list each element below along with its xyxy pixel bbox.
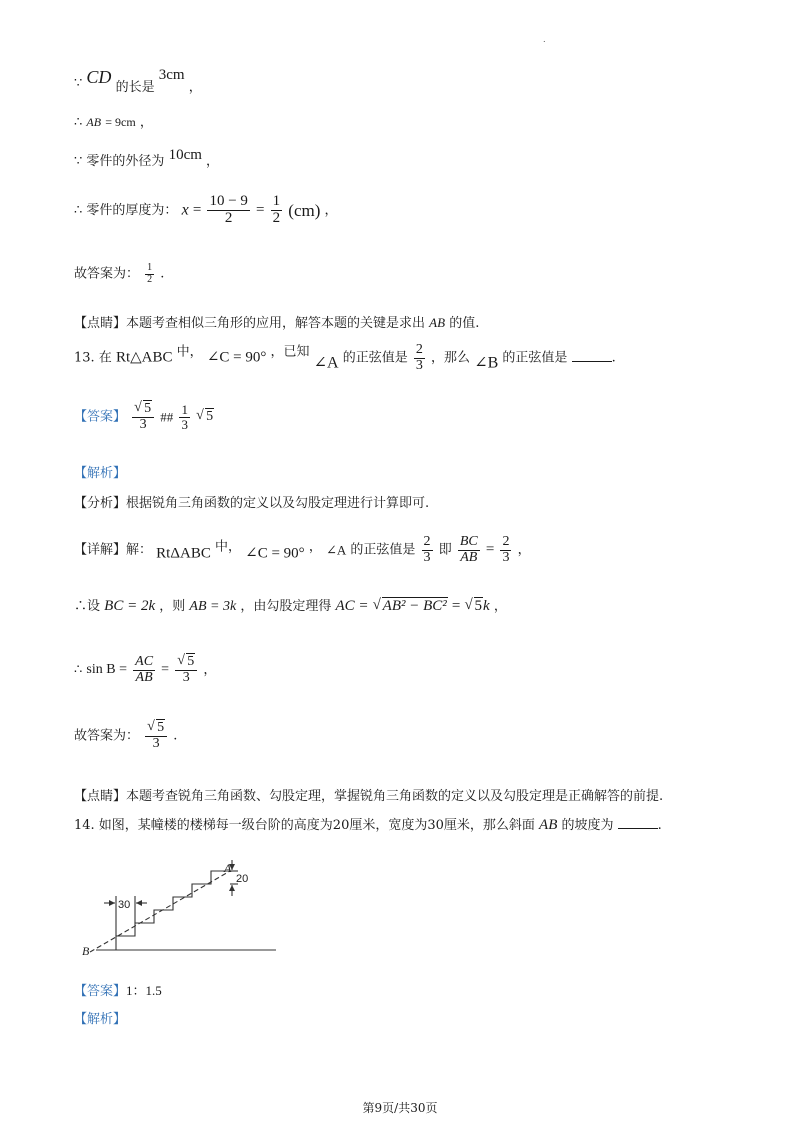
radicand: 5 (206, 409, 214, 425)
punct: . (657, 818, 662, 833)
denominator: AB (135, 669, 153, 685)
punct: ， (188, 80, 202, 95)
numerator: 2 (423, 534, 431, 549)
value: 10cm (168, 147, 202, 163)
segment-ab: AB (429, 315, 446, 330)
point-a-label: A (224, 861, 232, 875)
answer-value: 1：1.5 (126, 983, 162, 998)
text: 中， (214, 539, 241, 555)
line-answer-sqrt5 (74, 721, 177, 751)
equals: = (192, 201, 202, 218)
radicand: 5 (187, 654, 195, 669)
text: 的正弦值是 (342, 350, 408, 366)
text: ，由勾股定理得 (240, 599, 332, 614)
answer-tag: 【答案】 (74, 409, 127, 425)
fraction (145, 263, 154, 285)
line-cd-length (74, 68, 202, 94)
analysis-tag-13: 【解析】 (74, 466, 127, 481)
line-xiangjie-13 (74, 535, 531, 565)
line-ab-value (74, 116, 153, 129)
answer-tag: 【答案】 (74, 984, 127, 999)
denominator: 2 (147, 273, 153, 285)
denominator: AB (460, 549, 478, 565)
answer-blank (618, 828, 658, 829)
xiangjie-tag: 【详解】 (74, 542, 127, 558)
width-label: 30 (118, 899, 131, 911)
line-thickness (74, 194, 338, 227)
text: 故答案为： (74, 266, 140, 282)
corner-dot: . (543, 35, 546, 44)
therefore-symbol: ∴设 (74, 599, 101, 614)
text: 中， (176, 344, 203, 360)
comment-tag: 【点睛】 (74, 789, 127, 804)
analysis-tag-14: 【解析】 (74, 1012, 127, 1027)
fraction (422, 535, 433, 565)
punct: ， (493, 599, 507, 614)
denominator: 2 (224, 209, 233, 226)
fraction (145, 721, 167, 751)
angle-a: ∠A (325, 542, 347, 558)
question-14 (74, 818, 662, 833)
denominator: 3 (502, 549, 510, 565)
text: 零件的厚度为： (86, 202, 178, 218)
sin-expr: sin B = (86, 662, 127, 678)
text: 即 (438, 542, 452, 558)
fraction (175, 655, 197, 685)
fraction (458, 535, 480, 565)
line-comment-12 (74, 316, 479, 330)
text: ，已知 (270, 344, 310, 360)
equals: = (485, 541, 495, 558)
punct: . (173, 728, 178, 744)
denominator: 3 (139, 416, 147, 432)
radical (465, 599, 484, 614)
radicand: 5 (474, 598, 483, 614)
numerator: 2 (502, 534, 510, 549)
numerator: 1 (147, 262, 153, 273)
question-number: 13. 在 (74, 350, 112, 366)
punct: . (611, 350, 616, 366)
therefore-symbol: ∴ (74, 115, 83, 130)
numerator: 1 (272, 193, 281, 209)
variable-x: x (181, 201, 189, 219)
numerator: 2 (415, 342, 423, 357)
value: 3cm (158, 67, 185, 83)
equals: = (161, 662, 170, 678)
text: 零件的外径为 (86, 154, 165, 169)
fraction (500, 535, 511, 565)
text: 的正弦值是 (350, 542, 416, 558)
text: 解： (126, 542, 153, 558)
equals: = (256, 201, 265, 218)
angle-c: ∠C = 90° (245, 545, 305, 562)
because-symbol: ∵ (74, 76, 83, 91)
radicand: AB² − BC² (382, 598, 447, 614)
question-13 (74, 343, 616, 373)
arrowhead (109, 900, 115, 906)
equals: = (451, 598, 461, 614)
fraction (179, 403, 190, 431)
ac-expr: AC = (335, 598, 369, 614)
fenxi-tag: 【分析】 (74, 496, 127, 511)
numerator: AC (135, 654, 154, 669)
comment-tag: 【点睛】 (74, 316, 127, 331)
point-b-label: B (82, 944, 90, 958)
arrowhead (136, 900, 142, 906)
numerator: 10 − 9 (209, 193, 248, 209)
fraction (132, 402, 154, 432)
punct: ， (206, 154, 220, 169)
denominator: 3 (181, 416, 188, 432)
fraction (207, 194, 249, 227)
radicand: 5 (144, 401, 152, 416)
text: ，那么 (431, 350, 471, 366)
numerator: 1 (181, 402, 188, 418)
line-pythagoras (74, 599, 507, 614)
line-outer-diameter (74, 148, 219, 168)
line-sin-b (74, 655, 216, 685)
question-text: 14. 如图，某幢楼的楼梯每一级台阶的高度为20厘米，宽度为30厘米，那么斜面 (74, 818, 535, 833)
denominator: 3 (182, 669, 190, 685)
fraction (133, 655, 155, 685)
punct: ， (517, 542, 531, 558)
triangle: Rt△ABC (115, 349, 173, 366)
punct: ， (203, 662, 217, 678)
text: 根据锐角三角函数的定义以及勾股定理进行计算即可. (126, 496, 430, 511)
denominator: 3 (415, 357, 423, 373)
arrowhead (229, 885, 235, 891)
line-answer-half (74, 263, 164, 285)
stair-steps (116, 871, 230, 950)
page-footer: 第9页/共30页 (362, 1101, 438, 1115)
text: 故答案为： (74, 728, 140, 744)
angle-c: ∠C = 90° (206, 349, 267, 366)
angle-a: ∠A (313, 354, 339, 372)
denominator: 2 (272, 209, 281, 226)
answer-13 (74, 402, 214, 432)
text: 的值. (449, 316, 480, 331)
angle-b: ∠B (474, 354, 499, 372)
triangle: RtΔABC (156, 545, 211, 562)
segment-cd: CD (86, 67, 112, 87)
radical (196, 410, 214, 424)
bc-expr: BC = 2k (104, 598, 156, 614)
unit: (cm) (288, 200, 321, 220)
punct: ， (139, 115, 153, 130)
line-fenxi-13 (74, 497, 429, 510)
answer-14 (74, 984, 162, 998)
text: ，则 (159, 599, 186, 614)
text: 的坡度为 (561, 818, 614, 833)
denominator: 3 (152, 735, 160, 751)
line-comment-13 (74, 790, 663, 803)
text: 本题考查锐角三角函数、勾股定理，掌握锐角三角函数的定义以及勾股定理是正确解答的前提. (126, 789, 664, 804)
stair-figure (78, 852, 284, 962)
text: 的长是 (115, 80, 155, 95)
variable-k: k (483, 598, 490, 614)
value: = 9cm (105, 115, 136, 129)
slope-ab (90, 871, 230, 952)
radicand: 5 (157, 720, 165, 735)
because-symbol: ∵ (74, 154, 83, 169)
fraction (414, 343, 425, 373)
answer-blank (572, 361, 612, 362)
text: 本题考查相似三角形的应用，解答本题的关键是求出 (126, 316, 426, 331)
radical (373, 599, 448, 614)
separator: ## (160, 409, 174, 425)
numerator: BC (459, 534, 478, 549)
height-label: 20 (236, 873, 249, 885)
text: ， (308, 539, 322, 555)
punct: . (160, 266, 165, 282)
fraction (271, 194, 283, 227)
denominator: 3 (423, 549, 431, 565)
segment-ab: AB (86, 115, 102, 129)
segment-ab: AB (539, 817, 558, 833)
text: 的正弦值是 (502, 350, 568, 366)
punct: ， (324, 202, 338, 218)
ab-expr: AB = 3k (189, 599, 237, 614)
therefore-symbol: ∴ (74, 662, 83, 678)
therefore-symbol: ∴ (74, 202, 83, 218)
